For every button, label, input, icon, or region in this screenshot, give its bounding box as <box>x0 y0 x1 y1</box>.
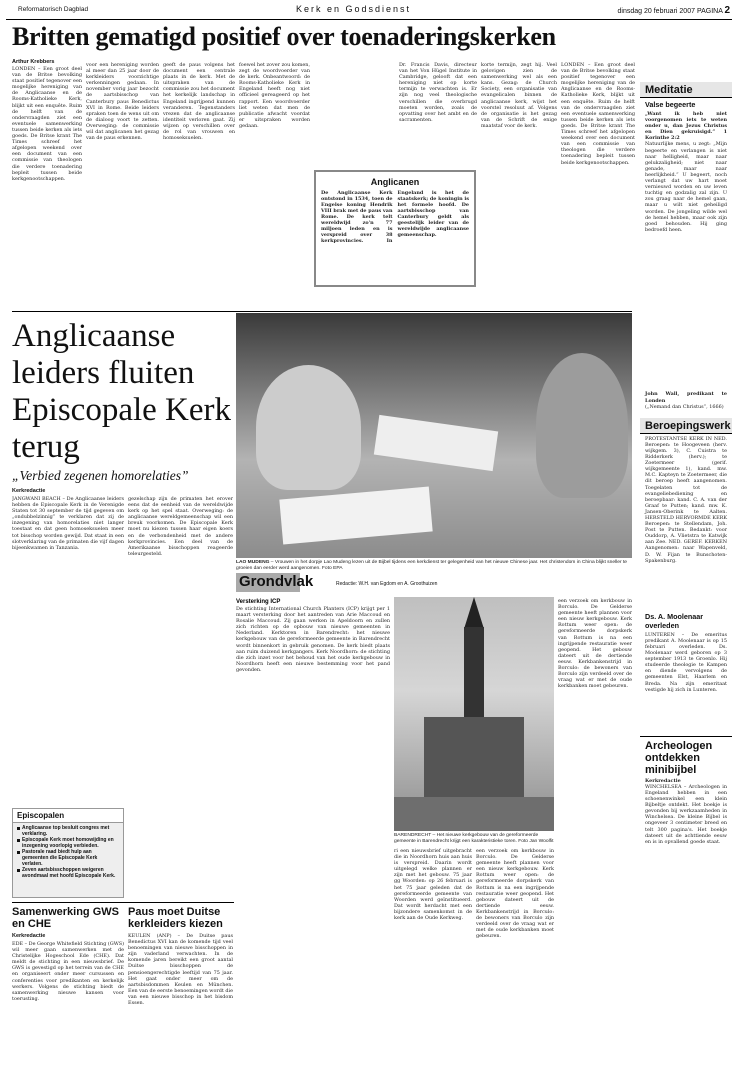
archeologen-title: Archeologen ontdekken minibijbel <box>640 736 732 778</box>
article4-headline: Paus moet Duitse kerkleiders kiezen <box>128 906 223 930</box>
grondvlak-col3a <box>476 848 554 1063</box>
factbox-item: Anglicaanse top besluit congres met verklaring. <box>17 825 119 837</box>
article4-text <box>128 933 233 1063</box>
beroepingswerk-heading: Beroepingswerk <box>640 418 732 434</box>
article2-col2 <box>128 496 233 896</box>
date: dinsdag 20 februari 2007 <box>617 8 695 15</box>
photo-figure <box>256 365 361 490</box>
article3-text-body: EDE – De George Whitefield Stichting (GWS) wil meer gaan samenwerken met de Christelijke Hogeschool Ede (CHE). Dat meldt de stichting in een nieuwsbrief. De GWS is gevestigd op het terrein van de CHE en organiseert onder meer cursussen en conferenties voor predikanten en kerkelijk werkers. Volgens de stichting biedt de samenwerking nieuwe kansen voor toerusting. <box>12 941 124 1002</box>
meditatie-title: Valse begeerte <box>645 100 696 109</box>
factbox-title: Episcopalen <box>13 809 123 823</box>
church-hall <box>424 717 524 797</box>
right-sidebar <box>640 82 732 1067</box>
grondvlak-col1-title: Versterking ICP <box>236 599 281 605</box>
photo-figure <box>536 353 628 498</box>
article1-col3 <box>163 62 235 310</box>
article3-headline: Samenwerking GWS en CHE <box>12 906 119 930</box>
archeologen-byline: Kerkredactie <box>645 777 681 784</box>
article1-col2 <box>86 62 159 310</box>
article2-subtitle: „Verbied zegenen homorelaties” <box>12 468 189 483</box>
date-page <box>618 5 730 16</box>
section-title: Kerk en Godsdienst <box>296 4 412 14</box>
personalia-title: Ds. A. Moolenaar overleden <box>645 611 704 630</box>
article1-col3-text: geeft de paus volgens het document een centrale plaats in de kerk. Met de uitspraken van de commissie zou het document het kerkelijk landschap in Engeland ingrijpend kunnen veranderen. Tegenstanders vrezen dat de anglicaanse identiteit verloren gaat. Zij wijzen op verschillen over de rol van vrouwen en homoseksuelen. <box>163 62 235 142</box>
grondvlak-header <box>236 573 632 595</box>
infobox-text: De Anglicaanse Kerk ontstond in 1534, toen de Engelse koning Hendrik VIII brak met de paus van Rome. De kerk telt wereldwijd zo'n 77 miljoen leden en is verspreid over 38 kerkprovincies. In Engeland is het de staatskerk; de koningin is het formele hoofd. De aartsbisschop van Canterbury geldt als geestelijk leider van de wereldwijde anglicaanse gemeenschap. <box>321 190 469 244</box>
infobox-title: Anglicanen <box>370 177 420 187</box>
factbox-item: Episcopale Kerk moet homowijding en inzegening voorlopig verbieden. <box>17 837 119 849</box>
article1-col7-text: LONDEN – Een groot deel van de Britse bevolking staat positief tegenover een mogelijke hereniging van de Anglicaanse en de Rooms-Katholieke Kerk, blijkt uit een enquête. Ruim de helft van de ondervraagden ziet een eventuele samenwerking tussen beide kerken als iets goeds. De Britse krant The Times schreef het afgelopen weekend over een document van een commissie van theologen die verdere toenadering bepleit tussen beide kerkgenootschappen. <box>561 62 635 166</box>
beroepingswerk-text: PROTESTANTSE KERK IN NED. Beroepen: te Hoogeveen (herv. wijkgem. 3), C. Cuistra te Ridderkerk (herv.); te Zoetermeer (gerif. wijkgemeente 1), kand. mw. M.C. Kapteyn te Zoetermeer, die dit beroep heeft aangenomen. Toegelaten tot de evangeliebediening en beroepbaar: kand. C. A. van der Graaf te Putten; kand. mw. K. Jansen-Oberink te Aalten. HERSTELD HERVORMDE KERK Beroepen: te Stellendam, Joh. Post te Putten. Bedankt: voor Ouddorp, A. Vlietstra te Katwijk aan Zee. NED. GEREF. KERKEN Aangenomen: naar Wapenveld, D. W. Fijan te Bunschoten-Spakenburg. <box>645 435 727 564</box>
grondvlak-col1 <box>236 598 390 1063</box>
divider <box>12 311 632 312</box>
anglicanen-infobox <box>314 170 476 287</box>
meditatie-author: John Wall, predikant te Londen <box>645 391 727 404</box>
article1-col4 <box>239 62 310 310</box>
paper-name: Reformatorisch Dagblad <box>18 6 89 13</box>
article1-headline: Britten gematigd positief over toenaderingskerken <box>12 22 556 51</box>
meditatie-text: Natuurlijke mens, u zegt: „Mijn begeerte en verlangen is niet naar helligheid, maar naar gelukzaligheid; niet naar genade, maar naar heerlijkheid.” U begeert, noch verlangt dat uw hart moet vernieuwd worden en uw leven tuchtig en godzalig zal zijn. U zou graag naar de hemel gaan, maar u wilt niet geheiligd worden. De jongeling wilde wel de hemel hebben, maar ook zijn goed behouden. Hij ging bedroefd heen. <box>645 141 727 233</box>
meditatie-source: („Nemand dan Christus”, 1666) <box>645 403 724 410</box>
meditatie-heading: Meditatie <box>640 82 732 98</box>
article1-col7 <box>561 62 635 310</box>
article1-col1-text: LONDEN – Een groot deel van de Britse bevolking staat positief tegenover een mogelijke hereniging van de Anglicaanse en de Rooms-Katholieke Kerk, blijkt uit een enquête. Ruim de helft van de ondervraagden ziet een eventuele samenwerking tussen beide kerken als iets goeds. De Britse krant The Times schreef het afgelopen weekend over een document van een commissie van theologen die verdere toenadering bepleit tussen beide kerkgenootschappen. <box>12 66 82 182</box>
article2-col1-text: JANGWANI BEACH – De Anglicaanse leiders hebben de Episcopale Kerk in de Verenigde Staten tot 30 september de tijd gegeven om „ondubbelzinnig” te verklaren dat zij de inzegening van homorelaties niet langer toestaat en dat geen homoseksuelen meer tot bisschop worden gewijd. Dat staat in een slotverklaring van de primaten die vijf dagen bijeenkwamen in Tanzania. <box>12 496 124 551</box>
church-women-photo <box>236 313 632 558</box>
photo-book <box>374 415 498 471</box>
article1-col5-text: Dr. Francis Davis, directeur van het Von Hügel Institute in Cambridge, gelooft dat een hereniging niet op korte termijn te verwachten is. Er zijn nog veel theologische verschillen die overbrugd moeten worden, zoals de opvatting over het ambt en de sacramenten. <box>399 62 477 123</box>
article4-text-body: KEULEN (ANP) – De Duitse paus Benedictus XVI kan de komende tijd veel benoemingen van nieuwe bisschoppen in zijn vaderland verwachten. In de komende jaren bereikt een groot aantal Duitse bisschoppen de pensioengerechtigde leeftijd van 75 jaar. Het gaat onder meer om de aartsbisdommen Keulen en München. Een van de eerste benoemingen wordt die van een nieuwe bisschop in het bisdom Essen. <box>128 933 233 1007</box>
archeologen-text: WINCHELSEA – Archeologen in Engeland hebben in een schoenenwinkel een klein Bijbeltje ontdekt. Het boekje is gevonden bij werkzaamheden in Winchelsea. De kleine Bijbel is ongeveer 3 centimeter breed en telt 300 pagina's. Het boekje dateert uit de achttiende eeuw en is in opvallend goede staat. <box>645 783 727 845</box>
article1-col1 <box>12 66 82 310</box>
photo-caption <box>236 560 632 572</box>
personalia-text: LUNTEREN – De emeritus predikant A. Moolenaar is op 15 februari overleden. Ds. Moolenaar werd geboren op 3 september 1913 te Groenlo. Hij studeerde theologie te Kampen en diende vervolgens de gemeenten Elst, Haarlem en Breda. Na zijn emeritaat vestigde hij zich in Lunteren. <box>645 631 727 693</box>
article2-byline: Kerkredactie <box>12 488 46 494</box>
factbox-item: Pastorale raad biedt hulp aan gemeenten die Episcopale Kerk verlaten. <box>17 849 119 867</box>
church-caption <box>394 833 554 845</box>
photo-book <box>279 487 432 545</box>
article2-headline: Anglicaanse leiders fluiten Episcopale Kerk terug <box>12 318 231 465</box>
church-spire <box>464 597 484 629</box>
grondvlak-col3 <box>558 598 632 1063</box>
article1-col6 <box>481 62 557 310</box>
page-number: 2 <box>724 5 730 16</box>
caption-label: LAO MUDENG <box>236 560 270 565</box>
divider <box>12 902 234 903</box>
factbox-item: Zeven aartsbisschoppen weigeren avondmaal met hoofd Episcopale Kerk. <box>17 867 119 879</box>
church-caption-text: BARENDRECHT – Het nieuwe kerkgebouw van de gereformeerde gemeente in Barendrecht krijgt een karakteristieke toren. <box>394 833 539 844</box>
grondvlak-col3a-text: een verzoek om kerkbouw in Borculo. De Gelderse gemeente heeft plannen voor een nieuw kerkgebouw. Kerk Rottum weer open: de gereformeerde dorpskerk van Rottum is na een ingrijpende restauratie weer geopend. Het gebouw dateert uit de dertiende eeuw. Kerkbankenstrijd in Borculo: de bewoners van Borculo zijn verdeeld over de vraag wat er met de oude kerkbanken moet gebeuren. <box>476 848 554 940</box>
article3-byline: Kerkredactie <box>12 933 46 939</box>
article2-col2-text: gezelschap zijn de primaten het erover eens dat de eenheid van de wereldwijde kerk op het spel staat. Overweging: de anglicaanse wereldgemeenschap wil een breuk voorkomen. De Episcopale Kerk moet nu kiezen tussen haar eigen koers en de verbondenheid met de andere kerkprovincies. Een deel van de Amerikaanse bisschoppen reageerde teleurgesteld. <box>128 496 233 557</box>
article1-col2-text: voor een hereniging worden al meer dan 25 jaar door de kerkleiders voorzichtige verkenningen gedaan. In november vorig jaar bezocht de aartsbisschop van Canterbury paus Benedictus XVI in Rome. Beide leiders spraken toen de wens uit om de dialoog voort te zetten. Overweging: de commissie wil dat anglicanen het gezag van de paus erkennen. <box>86 62 159 142</box>
grondvlak-col3-text: een verzoek om kerkbouw in Borculo. De Gelderse gemeente heeft plannen voor een nieuw kerkgebouw. Kerk Rottum weer open: de gereformeerde dorpskerk van Rottum is na een ingrijpende restauratie weer geopend. Het gebouw dateert uit de dertiende eeuw. Kerkbankenstrijd in Borculo: de bewoners van Borculo zijn verdeeld over de vraag wat er met de oude kerkbanken moet gebeuren. <box>558 598 632 690</box>
caption-credit: Foto EPA <box>321 566 343 571</box>
meditatie-quote: „Want ik heb niet voorgenomen iets te weten onder u, dan Jezus Christus en Dien gekruisigd.” 1 Korinthe 2:2 <box>645 111 727 142</box>
page-label: PAGINA <box>696 8 723 15</box>
church-tower-photo <box>394 597 554 831</box>
grondvlak-col2 <box>394 848 472 1063</box>
grondvlak-editors: Redactie: W.H. van Egdom en A. Groothuizen <box>336 581 438 587</box>
article3-text <box>12 941 124 1063</box>
church-caption-credit: Foto Jan Woolfit <box>518 839 554 844</box>
article1-byline: Arthur Krebbers <box>12 59 55 65</box>
church-ground <box>394 797 554 831</box>
article2-col1 <box>12 496 124 806</box>
article1-col4-text: foewel het zover zou komen, zegt de woordvoerder van de kerk. Onbeantwoord: de Rooms-Katholieke Kerk in Engeland heeft nog niet officieel gereageerd op het rapport. Een woordvoerder liet weten dat men de publicatie afwacht voordat er uitspraken worden gedaan. <box>239 62 310 129</box>
grondvlak-col1-text: De stichting International Church Planters (ICP) krijgt per 1 maart versterking door het aantreden van Arie Maccoud en Rosalie Maccoud. Zij gaan werken in Apeldoorn en zullen zich richten op de opbouw van nieuwe gemeenten in Nederland. Kerktoren in Barendrecht: het nieuwe kerkgebouw van de gereformeerde gemeente in Barendrecht wordt binnenkort in gebruik genomen. De kerk biedt plaats aan ruim duizend kerkgangers. Kerk Noordhorn: de stichting die zich inzet voor het behoud van het oude kerkgebouw in Noordhorn heeft een nieuwe bestemming voor het pand gevonden. <box>236 606 390 673</box>
caption-text: – Vrouwen in het dorpje Lao Mudeng lezen uit de Bijbel tijdens een kerkdienst ter gelegenheid van het nieuwe Chinese jaar. Het christendom in China blijkt sneller te groeien dan eerder werd aangenomen. <box>236 560 628 571</box>
grondvlak-col2-text: ri een nieuwsbrief uitgebracht die in Noordhorn huis aan huis is verspreid. Daarin wordt uitgelegd welke plannen er zijn met het gebouw. 75 jaar gg Woorden: op 26 februari is het 75 jaar geleden dat de gereformeerde gemeente van Woorden werd geïnstitueerd. Dat wordt herdacht met een bijzondere samenkomst in de kerk aan de Oude Kerkweg. <box>394 848 472 922</box>
article1-col5 <box>399 62 477 168</box>
episcopalen-factbox <box>12 808 124 898</box>
masthead <box>6 4 732 20</box>
factbox-list <box>13 823 123 881</box>
article1-col6-text: korte termijn, zegt hij. Veel gelovigen zien de samenwerking wel als een kans. Gezag: de Church Society, een organisatie van evangelicalen binnen de anglicaanse kerk, wijst het voorstel resoluut af. Volgens de organisatie is het gezag van de Schrift de enige maatstaf voor de kerk. <box>481 62 557 129</box>
grondvlak-logo: Grondvlak <box>236 573 300 592</box>
